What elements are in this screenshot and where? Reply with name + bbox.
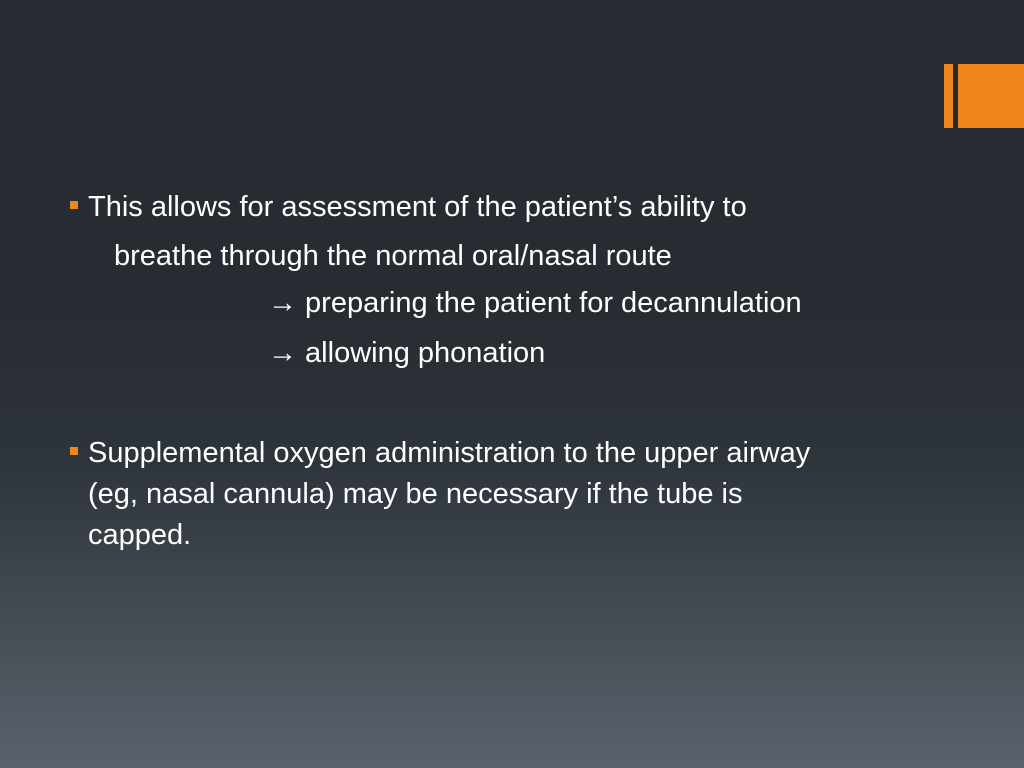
bullet-1-sub-item-2: → allowing phonation [268, 337, 546, 369]
bullet-2-line-1: Supplemental oxygen administration to the upper airway [88, 437, 811, 469]
bullet-square-icon [70, 447, 78, 455]
bullet-2-line-2: (eg, nasal cannula) may be necessary if the tube is [88, 478, 743, 510]
accent-bar-thin [944, 64, 953, 128]
bullet-square-icon [70, 201, 78, 209]
bullet-1-line-1: This allows for assessment of the patient’s ability to [88, 191, 747, 223]
bullet-2-line-3: capped. [88, 519, 192, 551]
bullet-1-sub-item-1: → preparing the patient for decannulation [268, 287, 802, 319]
bullet-1-line-2: breathe through the normal oral/nasal route [114, 240, 672, 272]
accent-bar-thick [958, 64, 1024, 128]
